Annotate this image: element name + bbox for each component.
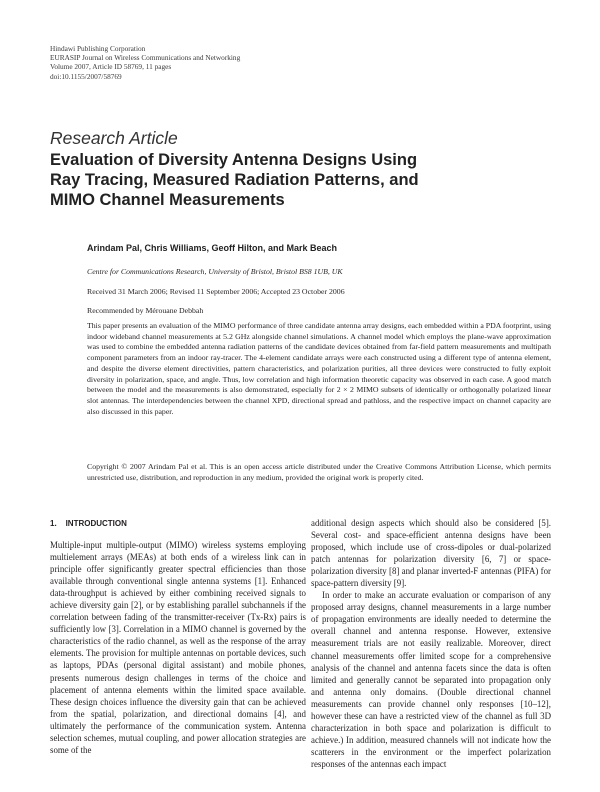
paragraph: Multiple-input multiple-output (MIMO) wireless systems employing multielement arrays (MEAs) at both ends of a wireless link can in principle offer significantly greater spectral efficiencies than those available through conventional single antenna systems [1]. Enhanced data-throughput is achieved by either combining received signals to achieve diversity gain [2], or by establishing parallel subchannels if the correlation between fading of the transmitter-receiver (Tx-Rx) pairs is sufficiently low [3]. Correlation in a MIMO channel is governed by the characteristics of the radio channel, as well as the response of the array elements. The provision for multiple antennas on portable devices, such as laptops, PDAs (personal digital assistant) and mobile phones, presents numerous design challenges in terms of the choice and placement of antenna elements within the limited space available. These design choices influence the diversity gain that can be achieved from the spatial, polarization, and directional domains [4], and ultimately the performance of the communication system. Antenna selection schemes, mutual coupling, and power allocation strategies are some of the [50, 540, 306, 755]
affiliation: Centre for Communications Research, University of Bristol, Bristol BS8 1UB, UK [87, 267, 343, 276]
journal-name: EURASIP Journal on Wireless Communications and Networking [50, 53, 241, 63]
received-dates: Received 31 March 2006; Revised 11 September 2006; Accepted 23 October 2006 [87, 287, 345, 296]
abstract: This paper presents an evaluation of the MIMO performance of three candidate antenna array designs, each embedded within a PDA footprint, using indoor wideband channel measurements at 5.2 GHz alongside channel simulations. A channel model which employs the plane-wave approximation was used to combine the embedded antenna radiation patterns of the candidate devices obtained from far-field pattern measurements and multipath component parameters from an indoor ray-tracer. The 4-element candidate arrays were each constructed using a different type of antenna element, and despite the diverse element directivities, pattern characteristics, and polarization purities, all three devices were constructed to fully exploit diversity in polarization, space, and angle. Thus, low correlation and high information theoretic capacity was observed in each case. A good match between the model and the measurements is also demonstrated, especially for 2 × 2 MIMO subsets of identically or orthogonally polarized linear slot antennas. The interdependencies between the channel XPD, directional spread and pathloss, and the respective impact on channel capacity are also discussed in this paper. [87, 321, 551, 416]
body-column-right [311, 517, 551, 770]
paragraph: additional design aspects which should also be considered [5]. Several cost- and space-efficient antenna designs have been proposed, which include use of cross-dipoles or dual-polarized patch antennas for polarization diversity [6, 7] or space-polarization diversity [8] and planar inverted-F antennas (PIFA) for space-pattern diversity [9]. [311, 518, 551, 589]
paper-title [50, 150, 470, 210]
section-title: INTRODUCTION [65, 519, 127, 528]
body-column-left [50, 539, 306, 756]
section-number: 1. [50, 519, 57, 528]
volume-info: Volume 2007, Article ID 58769, 11 pages [50, 62, 172, 72]
publisher: Hindawi Publishing Corporation [50, 44, 146, 53]
title-line: MIMO Channel Measurements [50, 191, 285, 209]
journal-header [50, 44, 240, 81]
doi[interactable]: doi:10.1155/2007/58769 [50, 71, 122, 81]
title-line: Ray Tracing, Measured Radiation Patterns, and [50, 171, 419, 189]
copyright-notice: Copyright © 2007 Arindam Pal et al. This is an open access article distributed under the Creative Commons Attribution License, which permits unrestricted use, distribution, and reproduction in any medium, provided the original work is properly cited. [87, 462, 551, 482]
recommended-by: Recommended by Mérouane Debbah [87, 306, 204, 315]
paragraph: In order to make an accurate evaluation or comparison of any proposed array designs, channel measurements in a large number of propagation environments are ideally needed to determine the overall channel and antenna response. However, extensive measurement trials are not easily realizable. Moreover, direct channel measurements offer limited scope for a comprehensive analysis of the channel and antenna facets since the data is often limited and generally cannot be separated into propagation only and antenna only domains. (Double directional channel measurements can provide channel only responses [10–12], however these can have a restricted view of the channel as full 3D characterization in both space and polarization is difficult to achieve.) In addition, measured channels will not indicate how the scatterers in the environment or the imperfect polarization responses of the antennas each impact [311, 590, 551, 769]
title-line: Evaluation of Diversity Antenna Designs Using [50, 151, 418, 169]
author-list: Arindam Pal, Chris Williams, Geoff Hilton, and Mark Beach [87, 243, 337, 253]
section-heading [50, 519, 127, 528]
article-type: Research Article [50, 128, 178, 148]
